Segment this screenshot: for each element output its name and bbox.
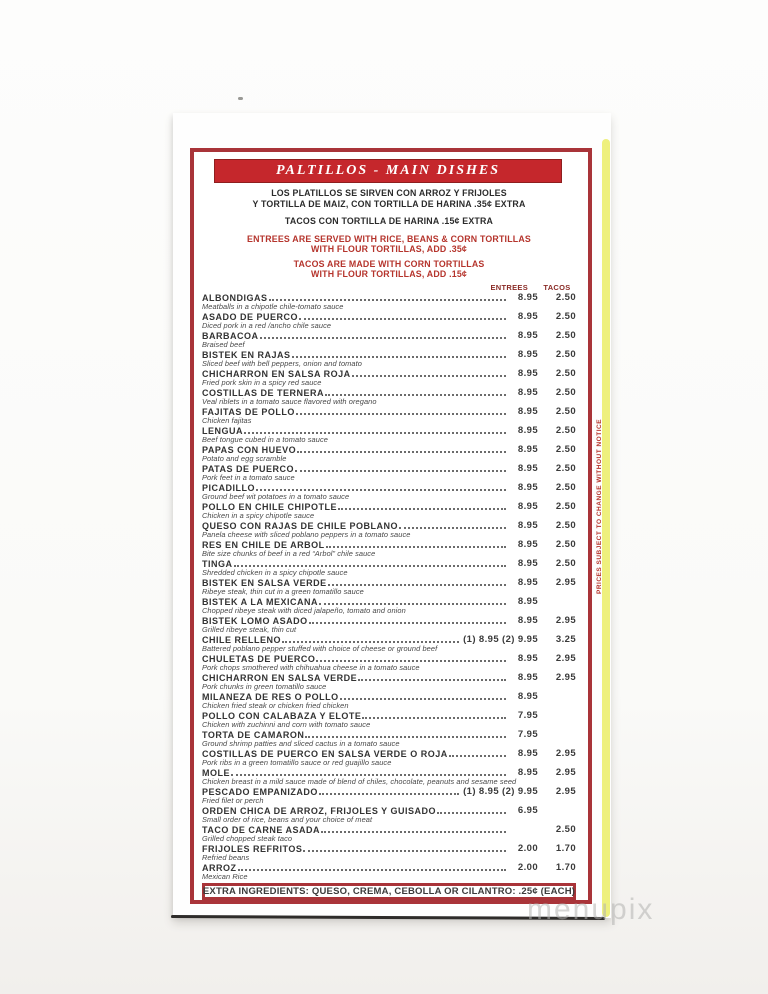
menu-item-entree-price: 8.95 — [517, 747, 538, 759]
menu-item-taco-price: 3.25 — [555, 633, 576, 645]
dotted-leader — [260, 337, 507, 339]
menu-item-taco-price: 2.95 — [555, 785, 576, 797]
intro-line: WITH FLOUR TORTILLAS, ADD .15¢ — [310, 269, 468, 279]
menu-item-taco-price: 2.95 — [555, 576, 576, 588]
dotted-leader — [295, 470, 506, 472]
dotted-leader — [319, 793, 459, 795]
menu-item-taco-price: 2.50 — [555, 424, 576, 436]
dotted-leader — [309, 622, 506, 624]
menu-item-name: PICADILLO — [202, 482, 255, 493]
menu-item-description: Beef tongue cubed in a tomato sauce — [202, 434, 328, 444]
menu-item-taco-price: 2.50 — [555, 405, 576, 417]
menu-item — [202, 558, 576, 577]
dotted-leader — [292, 356, 506, 358]
menu-item-name: FAJITAS DE POLLO — [202, 406, 295, 417]
menu-item-taco-price: 2.50 — [555, 823, 576, 835]
dotted-leader — [352, 375, 506, 377]
menu-item-name: TORTA DE CAMARON — [202, 729, 305, 740]
menu-item-name: CHICHARRON EN SALSA VERDE — [202, 672, 358, 683]
menu-item-taco-price: 2.50 — [555, 367, 576, 379]
menu-item-entree-price: 8.95 — [517, 367, 538, 379]
dotted-leader — [316, 660, 506, 662]
dotted-leader — [328, 584, 506, 586]
menu-item — [202, 691, 576, 710]
tacos-column-header: TACOS — [543, 282, 571, 292]
paper-yellow-edge — [602, 139, 610, 917]
menu-item — [202, 767, 576, 786]
menu-item-entree-price: 8.95 — [517, 519, 538, 531]
menu-item — [202, 292, 576, 311]
dotted-leader — [326, 546, 506, 548]
menu-item-taco-price: 2.50 — [555, 500, 576, 512]
menu-item-description: Small order of rice, beans and your choice of meat — [202, 814, 373, 824]
menu-item-description: Chicken in a spicy chipotle sauce — [202, 510, 315, 520]
menu-item-taco-price: 2.50 — [555, 310, 576, 322]
menu-item-entree-price: 8.95 — [517, 424, 538, 436]
menu-item-description: Pork chops smothered with chihuahua cheese in a tomato sauce — [202, 662, 420, 672]
dotted-leader — [244, 432, 506, 434]
extra-ingredients-text: EXTRA INGREDIENTS: QUESO, CREMA, CEBOLLA OR CILANTRO: .25¢ (EACH) — [202, 885, 576, 897]
menu-item-taco-price: 2.95 — [555, 614, 576, 626]
dotted-leader — [437, 812, 506, 814]
menu-item-description: Braised beef — [202, 339, 245, 349]
menu-item-description: Meatballs in a chipotle chile-tomato sauce — [202, 301, 344, 311]
menu-item-name: BISTEK EN SALSA VERDE — [202, 577, 327, 588]
menu-item-name: PESCADO EMPANIZADO — [202, 786, 318, 797]
menu-intro — [202, 183, 576, 280]
scan-speck — [238, 97, 243, 100]
menu-item — [202, 653, 576, 672]
menu-item-description: Chopped ribeye steak with diced jalapeño, tomato and onion — [202, 605, 406, 615]
menu-item-entree-price: 8.95 — [517, 671, 538, 683]
menu-item — [202, 710, 576, 729]
menu-item-name: FRIJOLES REFRITOS — [202, 843, 303, 854]
menu-item-taco-price: 2.95 — [555, 747, 576, 759]
menu-item — [202, 311, 576, 330]
menu-item-name: POLLO CON CALABAZA Y ELOTE — [202, 710, 362, 721]
menu-item-name: CHILE RELLENO — [202, 634, 282, 645]
menu-item-entree-price: 7.95 — [517, 709, 538, 721]
menu-item-name: COSTILLAS DE PUERCO EN SALSA VERDE O ROJA — [202, 748, 448, 759]
menu-item — [202, 330, 576, 349]
menu-item-entree-price: 8.95 — [517, 766, 538, 778]
menu-item-taco-price: 2.50 — [555, 519, 576, 531]
menu-item-name: QUESO CON RAJAS DE CHILE POBLANO — [202, 520, 399, 531]
dotted-leader — [296, 413, 506, 415]
menu-item-description: Chicken breast in a mild sauce made of blend of chiles, chocolate, peanuts and sesame seed — [202, 776, 517, 786]
menu-item — [202, 824, 576, 843]
menu-item-name: MILANEZA DE RES O POLLO — [202, 691, 339, 702]
menu-item-name: MOLE — [202, 767, 230, 778]
menu-item-taco-price: 2.50 — [555, 481, 576, 493]
menu-item-description: Ground shrimp patties and sliced cactus in a tomato sauce — [202, 738, 400, 748]
menu-item-name: CHICHARRON EN SALSA ROJA — [202, 368, 351, 379]
dotted-leader — [282, 641, 459, 643]
menu-item-entree-price: (1) 8.95 (2) 9.95 — [463, 633, 538, 645]
intro-line: WITH FLOUR TORTILLAS, ADD .35¢ — [310, 244, 468, 254]
menu-item-name: ALBONDIGAS — [202, 292, 268, 303]
menu-item-taco-price: 1.70 — [555, 861, 576, 873]
dotted-leader — [269, 299, 507, 301]
dotted-leader — [325, 394, 506, 396]
menu-item — [202, 862, 576, 881]
menu-item-taco-price: 2.50 — [555, 443, 576, 455]
menu-item-name: BISTEK LOMO ASADO — [202, 615, 308, 626]
menu-item — [202, 368, 576, 387]
menu-item-entree-price: (1) 8.95 (2) 9.95 — [463, 785, 538, 797]
menu-item-taco-price: 2.95 — [555, 766, 576, 778]
intro-line: TACOS CON TORTILLA DE HARINA .15¢ EXTRA — [284, 216, 494, 226]
menu-item-entree-price: 2.00 — [517, 861, 538, 873]
menu-item-description: Fried pork skin in a spicy red sauce — [202, 377, 322, 387]
menu-item-description: Shredded chicken in a spicy chipotle sauce — [202, 567, 348, 577]
intro-line: TACOS ARE MADE WITH CORN TORTILLAS — [293, 258, 485, 269]
menu-item — [202, 520, 576, 539]
menu-item-description: Chicken fajitas — [202, 415, 252, 425]
menu-item-entree-price: 8.95 — [517, 348, 538, 360]
prices-disclaimer-vertical: PRICES SUBJECT TO CHANGE WITHOUT NOTICE — [596, 418, 603, 594]
dotted-leader — [297, 451, 506, 453]
menu-item-entree-price: 8.95 — [517, 310, 538, 322]
menu-item-name: ARROZ — [202, 862, 237, 873]
menu-item-description: Pork ribs in a green tomatillo sauce or red guajillo sauce — [202, 757, 392, 767]
menu-red-frame — [190, 148, 592, 904]
menu-item-entree-price: 8.95 — [517, 405, 538, 417]
dotted-leader — [256, 489, 506, 491]
menu-item-taco-price: 2.95 — [555, 671, 576, 683]
menu-item-name: ORDEN CHICA DE ARROZ, FRIJOLES Y GUISADO — [202, 805, 437, 816]
menu-item-entree-price: 8.95 — [517, 500, 538, 512]
dotted-leader — [449, 755, 506, 757]
dotted-leader — [338, 508, 506, 510]
menu-item-description: Pork feet in a tomato sauce — [202, 472, 295, 482]
menu-item-name: PATAS DE PUERCO — [202, 463, 295, 474]
menu-item-description: Bite size chunks of beef in a red “Arbol” chile sauce — [202, 548, 376, 558]
menu-item-description: Refried beans — [202, 852, 250, 862]
menu-item-entree-price: 8.95 — [517, 462, 538, 474]
menu-item — [202, 729, 576, 748]
menu-item — [202, 748, 576, 767]
menu-item-name: TINGA — [202, 558, 233, 569]
menu-item-entree-price: 8.95 — [517, 538, 538, 550]
menu-item-description: Battered poblano pepper stuffed with choice of cheese or ground beef — [202, 643, 438, 653]
menu-item-description: Ground beef wit potatoes in a tomato sauce — [202, 491, 350, 501]
menu-item-name: BISTEK A LA MEXICANA — [202, 596, 319, 607]
menu-item-taco-price: 2.50 — [555, 386, 576, 398]
dotted-leader — [238, 869, 507, 871]
menu-item-description: Chicken fried steak or chicken fried chicken — [202, 700, 349, 710]
menu-item-name: TACO DE CARNE ASADA — [202, 824, 321, 835]
menu-item-entree-price: 2.00 — [517, 842, 538, 854]
menu-item-taco-price: 2.50 — [555, 329, 576, 341]
menu-item — [202, 805, 576, 824]
menu-item-entree-price: 6.95 — [517, 804, 538, 816]
menu-item — [202, 615, 576, 634]
menu-item — [202, 786, 576, 805]
menu-item-name: LENGUA — [202, 425, 243, 436]
menu-item-description: Mexican Rice — [202, 871, 248, 881]
menu-item — [202, 482, 576, 501]
menu-item — [202, 577, 576, 596]
menu-item-entree-price: 8.95 — [517, 690, 538, 702]
menu-item-entree-price: 8.95 — [517, 443, 538, 455]
menu-item-description: Diced pork in a red /ancho chile sauce — [202, 320, 332, 330]
menu-item — [202, 406, 576, 425]
dotted-leader — [305, 736, 506, 738]
menu-item-taco-price: 2.50 — [555, 557, 576, 569]
menu-item — [202, 349, 576, 368]
menu-item — [202, 596, 576, 615]
dotted-leader — [321, 831, 506, 833]
menu-item-description: Veal riblets in a tomato sauce flavored with oregano — [202, 396, 377, 406]
dotted-leader — [299, 318, 506, 320]
menu-item-entree-price: 8.95 — [517, 481, 538, 493]
menu-title-banner: PALTILLOS - MAIN DISHES — [214, 159, 562, 183]
intro-line: LOS PLATILLOS SE SIRVEN CON ARROZ Y FRIJOLES — [271, 188, 507, 198]
menu-item-description: Grilled ribeye steak, thin cut — [202, 624, 297, 634]
menu-item — [202, 425, 576, 444]
dotted-leader — [234, 565, 507, 567]
menupix-watermark: menupix — [527, 893, 655, 926]
menu-paper — [173, 113, 611, 918]
menu-item — [202, 501, 576, 520]
dotted-leader — [358, 679, 506, 681]
menu-item-description: Grilled chopped steak taco — [202, 833, 293, 843]
menu-item-name: ASADO DE PUERCO — [202, 311, 299, 322]
menu-item-taco-price: 2.95 — [555, 652, 576, 664]
dotted-leader — [303, 850, 506, 852]
menu-item-description: Ribeye steak, thin cut in a green tomatillo sauce — [202, 586, 364, 596]
menu-item-taco-price: 2.50 — [555, 538, 576, 550]
menu-item-name: PAPAS CON HUEVO — [202, 444, 297, 455]
menu-item-name: BISTEK EN RAJAS — [202, 349, 291, 360]
dotted-leader — [231, 774, 506, 776]
menu-item-entree-price: 8.95 — [517, 557, 538, 569]
menu-item-taco-price: 2.50 — [555, 291, 576, 303]
menu-item-entree-price: 7.95 — [517, 728, 538, 740]
menu-item-taco-price: 2.50 — [555, 348, 576, 360]
dotted-leader — [319, 603, 506, 605]
menu-item-entree-price: 8.95 — [517, 614, 538, 626]
menu-item — [202, 539, 576, 558]
menu-item — [202, 463, 576, 482]
dotted-leader — [340, 698, 506, 700]
menu-item-taco-price: 1.70 — [555, 842, 576, 854]
menu-item-name: RES EN CHILE DE ARBOL — [202, 539, 325, 550]
menu-item-description: Pork chunks in green tomatillo sauce — [202, 681, 327, 691]
menu-item-name: COSTILLAS DE TERNERA — [202, 387, 325, 398]
menu-item-entree-price: 8.95 — [517, 386, 538, 398]
dotted-leader — [362, 717, 506, 719]
extra-ingredients-box — [202, 883, 576, 900]
menu-item — [202, 672, 576, 691]
intro-line: Y TORTILLA DE MAIZ, CON TORTILLA DE HARINA .35¢ EXTRA — [252, 198, 526, 209]
menu-item-entree-price: 8.95 — [517, 291, 538, 303]
menu-item-description: Sliced beef with bell peppers, onion and tomato — [202, 358, 363, 368]
menu-items — [202, 292, 576, 881]
menu-item-entree-price: 8.95 — [517, 595, 538, 607]
menu-item-entree-price: 8.95 — [517, 329, 538, 341]
dotted-leader — [399, 527, 506, 529]
menu-item-name: CHULETAS DE PUERCO — [202, 653, 316, 664]
menu-item-name: BARBACOA — [202, 330, 259, 341]
menu-item-name: POLLO EN CHILE CHIPOTLE — [202, 501, 338, 512]
menu-item — [202, 843, 576, 862]
menu-item-description: Chicken with zuchinni and corn with tomato sauce — [202, 719, 371, 729]
menu-item-description: Potato and egg scramble — [202, 453, 287, 463]
menu-item-description: Panela cheese with sliced poblano peppers in a tomato sauce — [202, 529, 411, 539]
menu-item-entree-price: 8.95 — [517, 652, 538, 664]
menu-item-entree-price: 8.95 — [517, 576, 538, 588]
price-column-headers — [202, 283, 576, 292]
menu-item — [202, 387, 576, 406]
menu-item-taco-price: 2.50 — [555, 462, 576, 474]
menu-item-description: Fried filet or perch — [202, 795, 264, 805]
menu-item — [202, 634, 576, 653]
menu-item — [202, 444, 576, 463]
intro-line: ENTREES ARE SERVED WITH RICE, BEANS & CORN TORTILLAS — [247, 233, 531, 244]
entrees-column-header: ENTREES — [490, 282, 528, 292]
